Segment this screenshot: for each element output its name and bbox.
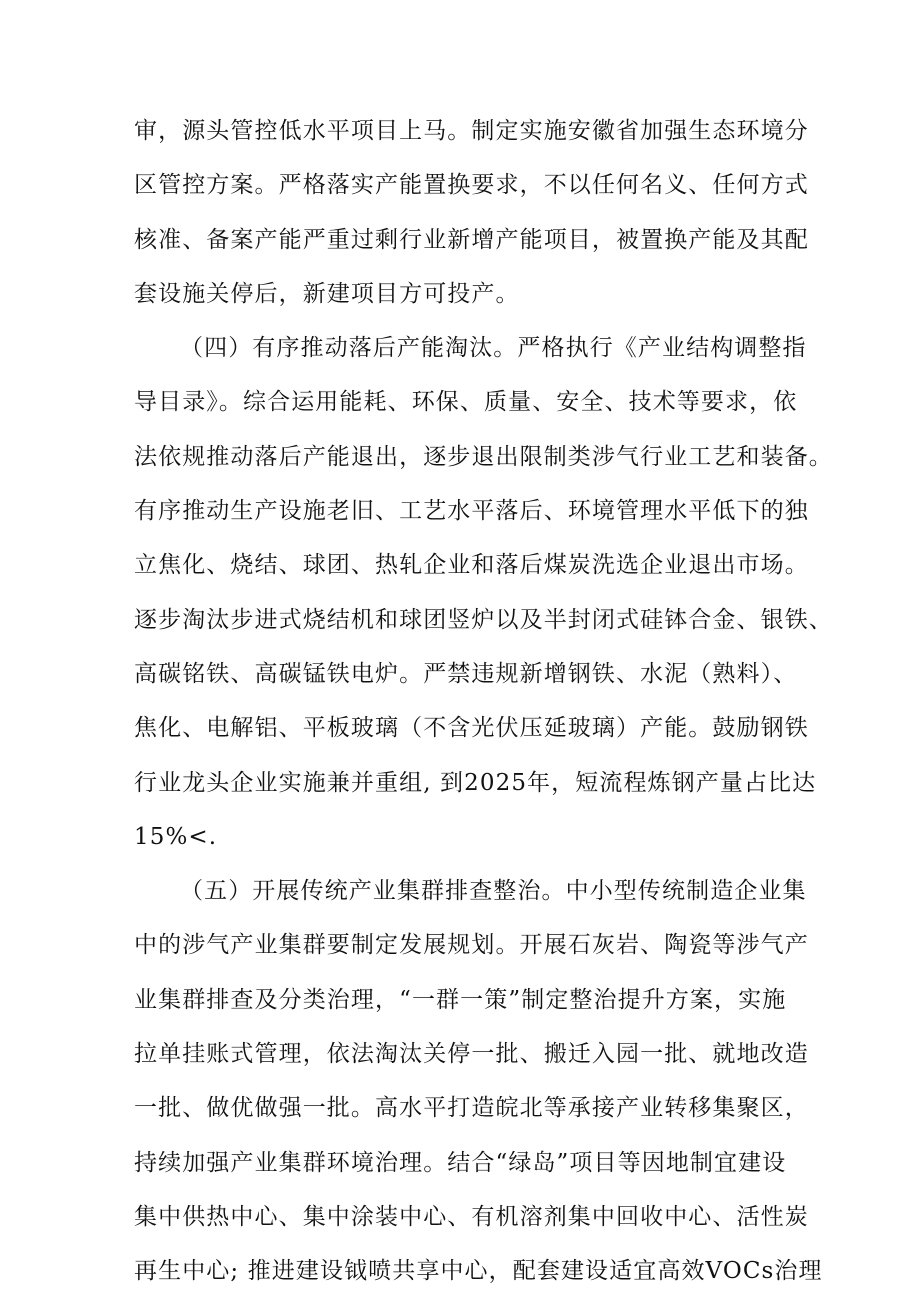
text-line: 中的涉气产业集群要制定发展规划。开展石灰岩、陶瓷等涉气产 <box>134 932 809 959</box>
paragraph-heading-line: （四）有序推动落后产能淘汰。严格执行《产业结构调整指 <box>180 335 807 362</box>
text-line: 业集群排查及分类治理，“一群一策”制定整治提升方案，实施 <box>134 986 787 1013</box>
text-line: 立焦化、烧结、球团、热轧企业和落后煤炭洗选企业退出市场。 <box>134 552 809 579</box>
text-line: 拉单挂账式管理，依法淘汰关停一批、搬迁入园一批、就地改造 <box>134 1041 809 1068</box>
text-line: 导目录》。综合运用能耗、环保、质量、安全、技术等要求，依 <box>134 389 798 416</box>
text-line: 套设施关停后，新建项目方可投产。 <box>134 280 520 307</box>
text-line: 集中供热中心、集中涂装中心、有机溶剂集中回收中心、活性炭 <box>134 1203 809 1230</box>
text-line: 焦化、电解铝、平板玻璃（不含光伏压延玻璃）产能。鼓励钢铁 <box>134 715 809 742</box>
text-line: 逐步淘汰步进式烧结机和球团竖炉以及半封闭式硅钵合金、银铁、 <box>134 606 833 633</box>
text-line: 行业龙头企业实施兼并重组, 到2025年，短流程炼钢产量占比达 <box>134 769 817 796</box>
text-line: 法依规推动落后产能退出，逐步退出限制类涉气行业工艺和装备。 <box>134 443 833 470</box>
text-line: 核准、备案产能严重过剩行业新增产能项目，被置换产能及其配 <box>134 226 809 253</box>
text-line: 再生中心; 推进建设钺喷共享中心，配套建设适宜高效VOCs治理 <box>134 1258 823 1285</box>
text-line: 审，源头管控低水平项目上马。制定实施安徽省加强生态环境分 <box>134 118 809 144</box>
text-line: 区管控方案。严格落实产能置换要求，不以任何名义、任何方式 <box>134 172 809 199</box>
text-line: 一批、做优做强一批。高水平打造皖北等承接产业转移集聚区， <box>134 1095 809 1122</box>
body-text <box>134 104 833 1299</box>
text-line: 15%<. <box>134 823 218 850</box>
text-line: 有序推动生产设施老旧、工艺水平落后、环境管理水平低下的独 <box>134 498 809 525</box>
text-line: 高碳铭铁、高碳锰铁电炉。严禁违规新增钢铁、水泥（熟料）、 <box>134 660 798 687</box>
paragraph-heading-line: （五）开展传统产业集群排查整治。中小型传统制造企业集 <box>180 878 807 905</box>
text-line: 持续加强产业集群环境治理。结合“绿岛”项目等因地制宜建设 <box>134 1149 787 1176</box>
